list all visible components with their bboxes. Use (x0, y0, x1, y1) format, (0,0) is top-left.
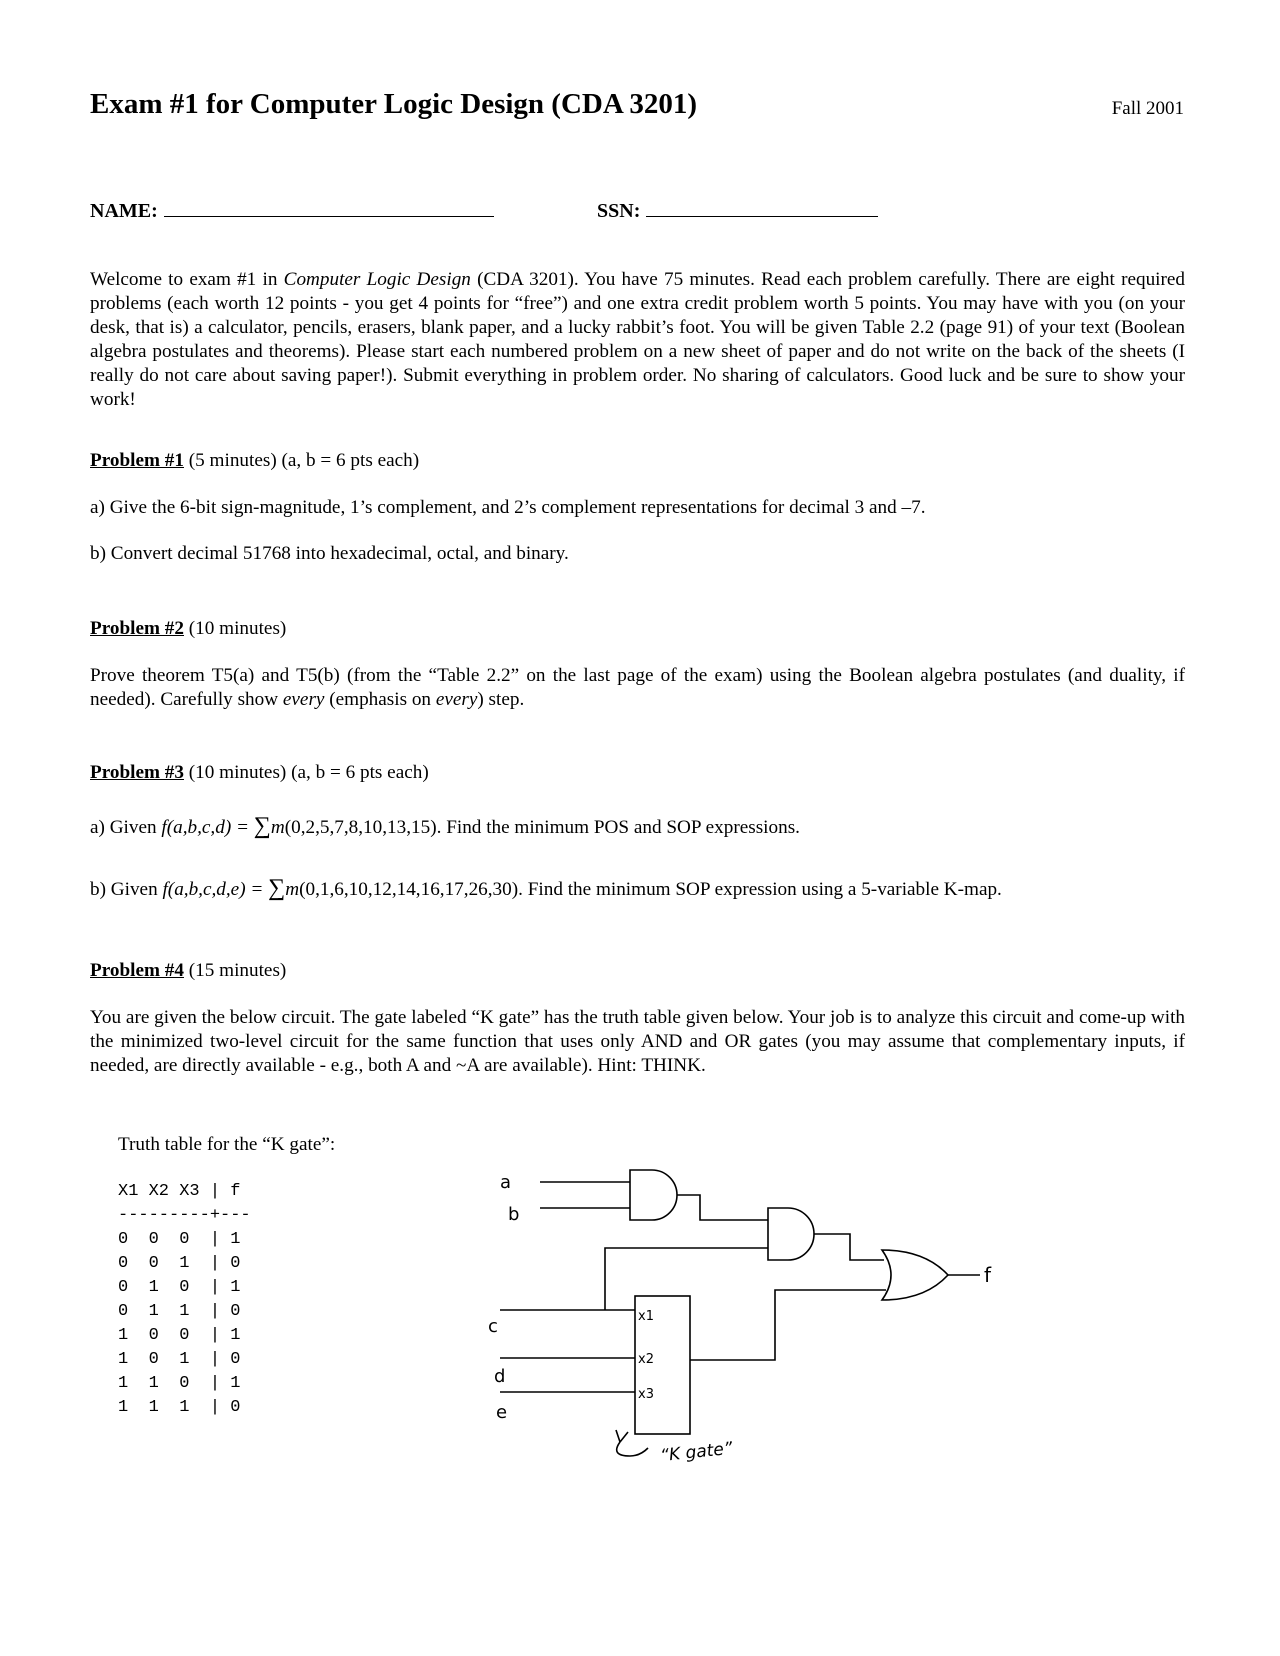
problem-2-text-1: Prove theorem T5(a) and T5(b) (from the “Table 2.2” on the last page of the exam) using the Boolean algebra postulates (and duality, if needed). Carefully show (90, 665, 1185, 710)
k-gate-arrow-head (616, 1430, 628, 1442)
intro-paragraph (90, 268, 1185, 412)
problem-3a-suffix: . Find the minimum POS and SOP expressions. (436, 817, 800, 838)
ssn-field (597, 196, 878, 223)
circuit-diagram (470, 1160, 1090, 1480)
problem-4-text: You are given the below circuit. The gate labeled “K gate” has the truth table given below. Your job is to analyze this circuit and come-up with the minimized two-level circuit for the same function that uses only AND and OR gates (you may assume that complementary inputs, if needed, are directly available - e.g., both A and ~A are available). Hint: THINK. (90, 1007, 1185, 1076)
truth-table-row: 1 0 0 | 1 (118, 1326, 241, 1345)
ssn-label: SSN: (597, 200, 641, 222)
problem-3a-prefix: a) Given (90, 817, 162, 838)
intro-text-2: (CDA 3201). You have 75 minutes. Read each problem carefully. There are eight required problems (each worth 12 points - you get 4 points for “free”) and one extra credit problem worth 5 points. You may have with you (on your desk, that is) a calculator, pencils, erasers, blank paper, and a lucky rabbit’s foot. You will be given Table 2.2 (page 91) of your text (Boolean algebra postulates and theorems). Please start each numbered problem on a new sheet of paper and do not write on the back of the sheets (I really do not care about saving paper!). Submit everything in problem order. No sharing of calculators. Good luck and be sure to show your work! (90, 269, 1185, 410)
truth-table-row: 0 0 0 | 1 (118, 1230, 241, 1249)
input-label-b: b (508, 1204, 520, 1225)
k-gate-x3-label: x3 (638, 1387, 654, 1402)
exam-term: Fall 2001 (1111, 98, 1184, 119)
problem-3-meta: (10 minutes) (a, b = 6 pts each) (183, 762, 429, 783)
problem-3a-minterm-symbol: m (270, 817, 285, 838)
truth-table-caption: Truth table for the “K gate”: (118, 1134, 336, 1155)
wire-and2-to-or (814, 1234, 884, 1260)
problem-3-heading (90, 762, 429, 784)
wire-kgate-to-or (690, 1290, 886, 1360)
problem-2-every-2: every (435, 689, 478, 710)
ssn-blank-line[interactable] (646, 196, 878, 217)
truth-table-header: X1 X2 X3 | f (118, 1182, 241, 1201)
k-gate-label: “K gate” (659, 1438, 734, 1467)
output-label-f: f (984, 1263, 992, 1287)
input-label-c: c (488, 1316, 498, 1337)
problem-3b-function: f(a,b,c,d,e) = (162, 879, 264, 900)
problem-3a-function: f(a,b,c,d) = (161, 817, 249, 838)
problem-3b-suffix: . Find the minimum SOP expression using a 5-variable K-map. (518, 879, 1002, 900)
intro-course-name: Computer Logic Design (283, 269, 471, 290)
input-label-e: e (496, 1402, 508, 1423)
name-label: NAME: (90, 200, 158, 222)
problem-3-part-a (90, 814, 1185, 840)
problem-3a-minterms: (0,2,5,7,8,10,13,15) (284, 817, 437, 838)
problem-1-number: Problem #1 (90, 450, 184, 471)
problem-2-text (90, 664, 1185, 712)
k-gate-arrow-curve (617, 1442, 648, 1456)
truth-table-row: 0 1 0 | 1 (118, 1278, 241, 1297)
problem-3-number: Problem #3 (90, 762, 184, 783)
wire-inputs-ab (540, 1182, 630, 1208)
truth-table-row: 1 0 1 | 0 (118, 1350, 241, 1369)
wire-and1-to-and2 (677, 1195, 768, 1220)
problem-3b-minterm-symbol: m (285, 879, 300, 900)
intro-text-1: Welcome to exam #1 in (90, 269, 284, 290)
name-blank-line[interactable] (164, 196, 494, 217)
problem-4-meta: (15 minutes) (183, 960, 287, 981)
problem-1-heading (90, 450, 419, 472)
input-label-a: a (500, 1172, 512, 1193)
problem-3-part-b (90, 876, 1185, 902)
problem-2-text-3: ) step. (477, 689, 525, 710)
truth-table-separator: ---------+--- (118, 1206, 251, 1225)
problem-1-meta: (5 minutes) (a, b = 6 pts each) (183, 450, 420, 471)
k-gate-x2-label: x2 (638, 1352, 654, 1367)
name-field (90, 196, 494, 223)
problem-1-part-b: b) Convert decimal 51768 into hexadecimal, octal, and binary. (90, 543, 569, 564)
problem-3b-minterms: (0,1,6,10,12,14,16,17,26,30) (299, 879, 519, 900)
truth-table-row: 0 1 1 | 0 (118, 1302, 241, 1321)
exam-title: Exam #1 for Computer Logic Design (CDA 3201) (90, 88, 698, 120)
problem-1-part-a: a) Give the 6-bit sign-magnitude, 1’s complement, and 2’s complement representations for decimal 3 and –7. (90, 497, 926, 518)
or-gate (882, 1250, 948, 1300)
problem-4-number: Problem #4 (90, 960, 184, 981)
problem-2-meta: (10 minutes) (183, 618, 287, 639)
problem-2-text-2: (emphasis on (324, 689, 436, 710)
truth-table (118, 1180, 251, 1420)
problem-3b-prefix: b) Given (90, 879, 163, 900)
truth-table-row: 1 1 1 | 0 (118, 1398, 241, 1417)
and-gate-1 (630, 1170, 677, 1220)
truth-table-row: 0 0 1 | 0 (118, 1254, 241, 1273)
input-label-d: d (494, 1366, 506, 1387)
problem-4-heading (90, 960, 286, 982)
problem-3a-sigma: ∑ (253, 813, 271, 839)
and-gate-2 (768, 1208, 814, 1260)
problem-2-heading (90, 618, 286, 640)
problem-3b-sigma: ∑ (268, 875, 286, 901)
k-gate-x1-label: x1 (638, 1309, 654, 1324)
wire-c-to-and2 (605, 1248, 768, 1310)
problem-2-number: Problem #2 (90, 618, 184, 639)
truth-table-row: 1 1 0 | 1 (118, 1374, 241, 1393)
problem-2-every-1: every (282, 689, 325, 710)
